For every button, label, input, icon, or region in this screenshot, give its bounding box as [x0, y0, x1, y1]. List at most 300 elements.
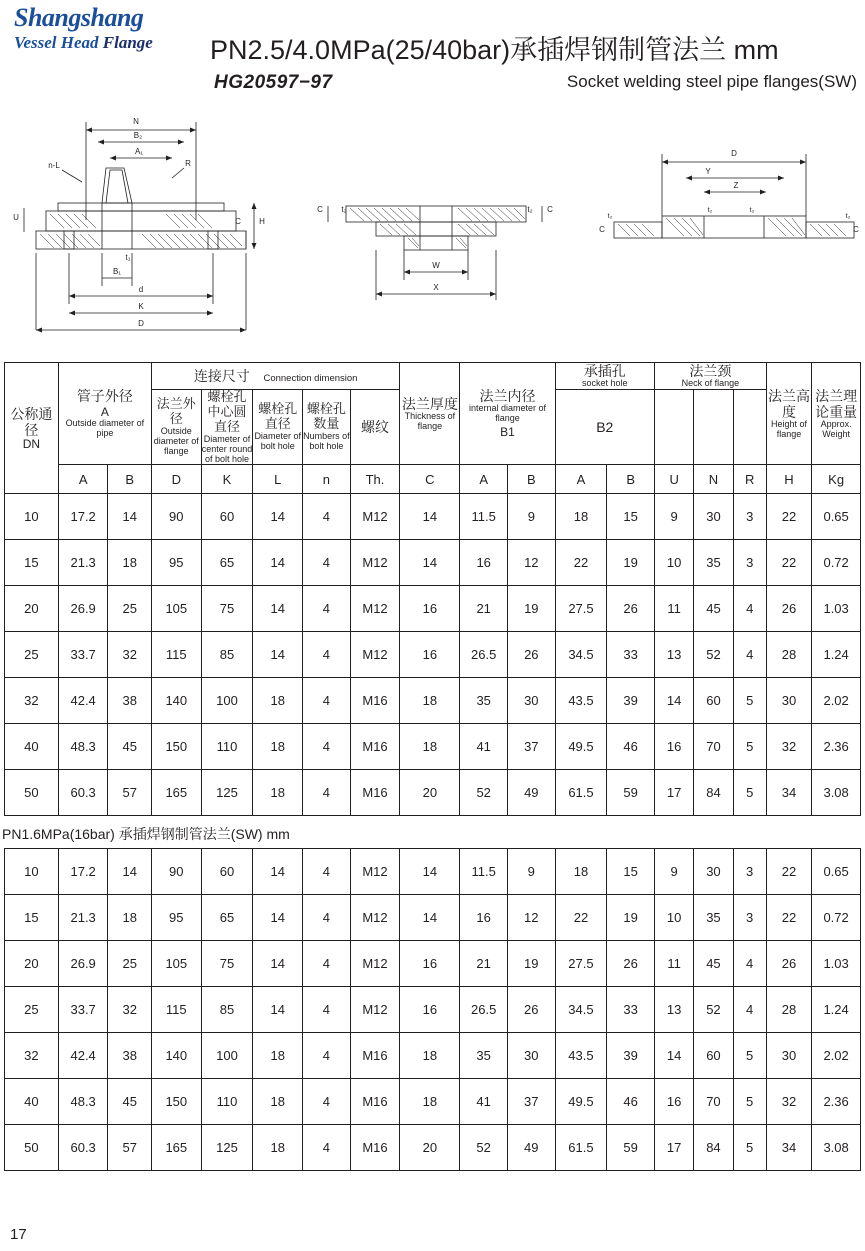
cell-kg: 0.65 — [812, 494, 861, 540]
cell-r: 4 — [733, 941, 766, 987]
cell-th: M16 — [350, 678, 400, 724]
cell-b2a: 61.5 — [555, 770, 607, 816]
cell-k: 100 — [201, 678, 253, 724]
cell-k: 65 — [201, 895, 253, 941]
cell-a: 26.9 — [58, 586, 108, 632]
cell-n: 4 — [303, 941, 351, 987]
section-title-pn16: PN1.6MPa(16bar) 承插焊钢制管法兰(SW) mm — [2, 826, 290, 843]
header-connection-en: Connection dimension — [263, 372, 358, 384]
flange-dimension-table-pn16 — [4, 848, 861, 1171]
cell-kg: 3.08 — [812, 770, 861, 816]
cell-d: 165 — [151, 770, 201, 816]
svg-text:t₂: t₂ — [341, 205, 347, 214]
cell-b1b: 37 — [507, 1079, 555, 1125]
cell-k: 60 — [201, 494, 253, 540]
cell-b1a: 41 — [460, 724, 508, 770]
cell-b: 32 — [108, 987, 151, 1033]
cell-n: 4 — [303, 724, 351, 770]
cell-r: 4 — [733, 586, 766, 632]
cell-b1b: 49 — [507, 1125, 555, 1171]
header-dn — [5, 363, 59, 494]
svg-text:B₂: B₂ — [133, 131, 143, 140]
cell-b: 32 — [108, 632, 151, 678]
header-bolt-circle-en: Diameter of center round of bolt hole — [201, 433, 253, 464]
cell-kg: 2.02 — [812, 678, 861, 724]
cell-kg: 0.72 — [812, 895, 861, 941]
cell-r: 5 — [733, 1079, 766, 1125]
cell-b2a: 22 — [555, 895, 607, 941]
cell-b: 14 — [108, 849, 151, 895]
sym-B1-B: B — [508, 465, 556, 494]
cell-b1b: 26 — [508, 632, 556, 678]
cell-u: 16 — [654, 724, 693, 770]
cell-l: 14 — [253, 987, 303, 1033]
cell-b2b: 19 — [607, 895, 655, 941]
cell-b2a: 22 — [555, 540, 607, 586]
svg-text:t₂: t₂ — [707, 207, 713, 214]
cell-dn: 25 — [5, 632, 59, 678]
cell-d: 95 — [151, 540, 201, 586]
table-row — [5, 770, 861, 816]
sym-n: n — [303, 465, 351, 494]
svg-text:t₂: t₂ — [607, 213, 613, 220]
svg-text:R: R — [185, 159, 191, 168]
cell-l: 14 — [253, 632, 303, 678]
sym-D: D — [151, 465, 201, 494]
cell-nn: 60 — [694, 678, 733, 724]
cell-b2a: 18 — [555, 849, 607, 895]
cell-b1b: 9 — [507, 849, 555, 895]
page-number: 17 — [10, 1226, 27, 1243]
cell-a: 33.7 — [58, 987, 108, 1033]
header-bolt-number-cn: 螺栓孔数量 — [306, 401, 346, 432]
svg-text:t₂: t₂ — [527, 205, 533, 214]
header-od-flange-en: Outside diameter of flange — [153, 426, 199, 457]
cell-c: 18 — [400, 1033, 460, 1079]
cell-b1b: 12 — [507, 895, 555, 941]
table-row — [5, 724, 861, 770]
svg-text:t₂: t₂ — [845, 213, 851, 220]
header-pipe-od-cn: 管子外径 — [76, 388, 133, 405]
sym-B2-A: A — [555, 465, 607, 494]
cell-b2b: 15 — [607, 494, 655, 540]
cell-dn: 15 — [5, 540, 59, 586]
cell-b1a: 52 — [460, 770, 508, 816]
header-dn-cn: 公称通径 — [10, 405, 53, 438]
cell-k: 85 — [201, 632, 253, 678]
cell-b: 14 — [108, 494, 151, 540]
cell-kg: 0.72 — [812, 540, 861, 586]
cell-n: 4 — [303, 632, 351, 678]
cell-k: 110 — [201, 724, 253, 770]
cell-d: 150 — [151, 724, 201, 770]
cell-dn: 20 — [5, 941, 59, 987]
cell-nn: 35 — [694, 540, 733, 586]
cell-k: 100 — [201, 1033, 253, 1079]
cell-b1b: 19 — [507, 941, 555, 987]
cell-l: 14 — [253, 941, 303, 987]
sym-Th: Th. — [350, 465, 400, 494]
header-height-en: Height of flange — [770, 418, 808, 439]
header-connection — [151, 363, 399, 390]
header-height-cn: 法兰高度 — [768, 387, 810, 420]
cell-b1a: 35 — [460, 678, 508, 724]
sym-U: U — [654, 465, 693, 494]
spec-table-pn16 — [4, 848, 861, 1171]
sym-B: B — [108, 465, 151, 494]
cell-nn: 45 — [694, 941, 733, 987]
header-neck-u — [654, 389, 693, 464]
header-socket-sym-text: B2 — [596, 419, 614, 436]
sym-L: L — [253, 465, 303, 494]
cell-c: 16 — [400, 987, 460, 1033]
cell-k: 65 — [201, 540, 253, 586]
svg-text:B₁: B₁ — [112, 267, 122, 276]
header-thread-cn: 螺纹 — [361, 419, 389, 436]
cell-c: 16 — [400, 586, 460, 632]
cell-nn: 84 — [694, 1125, 733, 1171]
cell-n: 4 — [303, 540, 351, 586]
cell-d: 105 — [151, 586, 201, 632]
cell-b2b: 46 — [607, 1079, 655, 1125]
cell-dn: 50 — [5, 770, 59, 816]
cell-nn: 84 — [694, 770, 733, 816]
cell-b1b: 37 — [508, 724, 556, 770]
svg-text:H: H — [259, 217, 265, 226]
cell-b2b: 26 — [607, 586, 655, 632]
sym-Kg: Kg — [812, 465, 861, 494]
header-bolt-circle — [201, 389, 253, 464]
cell-c: 20 — [400, 1125, 460, 1171]
cell-b2a: 18 — [555, 494, 607, 540]
cell-dn: 40 — [5, 724, 59, 770]
table-row — [5, 678, 861, 724]
cell-b1a: 26.5 — [460, 632, 508, 678]
cell-h: 26 — [766, 586, 812, 632]
cell-d: 150 — [151, 1079, 201, 1125]
cell-th: M12 — [350, 586, 400, 632]
cell-c: 20 — [400, 770, 460, 816]
cell-b1a: 16 — [460, 540, 508, 586]
cell-dn: 10 — [5, 849, 59, 895]
cell-u: 16 — [654, 1079, 693, 1125]
header-internal-sym: B1 — [500, 425, 515, 440]
svg-text:X: X — [433, 283, 439, 292]
cell-th: M12 — [350, 941, 400, 987]
header-weight-cn: 法兰理论重量 — [815, 387, 858, 420]
cell-b1b: 9 — [508, 494, 556, 540]
cell-c: 14 — [400, 895, 460, 941]
cell-h: 28 — [766, 987, 812, 1033]
cell-l: 18 — [253, 678, 303, 724]
cell-dn: 20 — [5, 586, 59, 632]
cell-th: M16 — [350, 1033, 400, 1079]
header-height — [766, 363, 812, 465]
cell-b1a: 16 — [460, 895, 508, 941]
cell-kg: 2.02 — [812, 1033, 861, 1079]
cell-h: 32 — [766, 724, 812, 770]
cell-r: 3 — [733, 540, 766, 586]
cell-b: 38 — [108, 678, 151, 724]
header-pipe-od-en: Outside diameter of pipe — [65, 418, 145, 439]
header-neck-cn: 法兰颈 — [689, 363, 732, 379]
header-bolt-hole-cn: 螺栓孔直径 — [258, 401, 298, 432]
page-title-en: Socket welding steel pipe flanges(SW) — [566, 72, 857, 91]
cell-dn: 50 — [5, 1125, 59, 1171]
cell-u: 9 — [654, 494, 693, 540]
table-header-band-1 — [5, 363, 861, 390]
cell-c: 16 — [400, 632, 460, 678]
cell-n: 4 — [303, 1033, 351, 1079]
cell-th: M16 — [350, 724, 400, 770]
cell-u: 17 — [654, 770, 693, 816]
cell-l: 18 — [253, 1033, 303, 1079]
header-socket-sym — [555, 389, 654, 464]
cell-dn: 10 — [5, 494, 59, 540]
cell-k: 125 — [201, 1125, 253, 1171]
drawing-socket-weld-flange-detail — [594, 108, 864, 358]
header-internal-dia — [460, 363, 555, 465]
cell-a: 42.4 — [58, 678, 108, 724]
cell-k: 85 — [201, 987, 253, 1033]
logo-tagline — [14, 33, 204, 53]
svg-text:C: C — [853, 225, 859, 234]
cell-dn: 40 — [5, 1079, 59, 1125]
svg-text:Y: Y — [705, 167, 711, 176]
cell-a: 21.3 — [58, 895, 108, 941]
cell-th: M12 — [350, 895, 400, 941]
cell-b1a: 52 — [460, 1125, 508, 1171]
cell-b1b: 26 — [507, 987, 555, 1033]
standard-code: HG20597−97 — [214, 72, 333, 93]
cell-r: 5 — [733, 678, 766, 724]
cell-h: 22 — [766, 895, 812, 941]
header-neck — [654, 363, 766, 390]
svg-text:t₁: t₁ — [125, 253, 131, 262]
cell-b2b: 33 — [607, 987, 655, 1033]
cell-nn: 30 — [694, 849, 733, 895]
table-row — [5, 1033, 861, 1079]
cell-h: 26 — [766, 941, 812, 987]
cell-h: 22 — [766, 494, 812, 540]
cell-k: 75 — [201, 941, 253, 987]
cell-b2a: 27.5 — [555, 941, 607, 987]
cell-l: 18 — [253, 1079, 303, 1125]
svg-text:N: N — [133, 117, 139, 126]
cell-b2b: 15 — [607, 849, 655, 895]
cell-d: 115 — [151, 987, 201, 1033]
cell-l: 18 — [253, 1125, 303, 1171]
cell-h: 30 — [766, 1033, 812, 1079]
cell-b2b: 59 — [607, 770, 655, 816]
cell-nn: 52 — [694, 987, 733, 1033]
svg-text:K: K — [138, 302, 144, 311]
cell-nn: 52 — [694, 632, 733, 678]
svg-text:D: D — [138, 319, 144, 328]
header-thickness-cn: 法兰厚度 — [401, 395, 458, 412]
cell-kg: 1.03 — [812, 941, 861, 987]
cell-b1b: 19 — [508, 586, 556, 632]
cell-n: 4 — [303, 770, 351, 816]
cell-b2a: 61.5 — [555, 1125, 607, 1171]
cell-kg: 2.36 — [812, 1079, 861, 1125]
svg-text:W: W — [432, 261, 440, 270]
table-row — [5, 494, 861, 540]
svg-text:C: C — [235, 217, 241, 226]
svg-text:D: D — [731, 149, 737, 158]
header-bolt-number-en: Numbers of bolt hole — [303, 431, 350, 452]
cell-b2a: 34.5 — [555, 987, 607, 1033]
cell-a: 48.3 — [58, 724, 108, 770]
cell-c: 14 — [400, 849, 460, 895]
cell-k: 125 — [201, 770, 253, 816]
cell-l: 18 — [253, 770, 303, 816]
cell-kg: 0.65 — [812, 849, 861, 895]
svg-text:C: C — [599, 225, 605, 234]
header-bolt-circle-cn: 螺栓孔中心圆直径 — [207, 388, 247, 434]
cell-a: 42.4 — [58, 1033, 108, 1079]
cell-b1a: 11.5 — [460, 849, 508, 895]
cell-n: 4 — [303, 987, 351, 1033]
sym-K: K — [201, 465, 253, 494]
drawing-socket-weld-flange-section — [286, 108, 586, 358]
cell-b1a: 21 — [460, 941, 508, 987]
cell-b2b: 26 — [607, 941, 655, 987]
cell-n: 4 — [303, 678, 351, 724]
sym-A: A — [58, 465, 108, 494]
cell-b1a: 26.5 — [460, 987, 508, 1033]
cell-a: 60.3 — [58, 770, 108, 816]
svg-text:U: U — [13, 213, 19, 222]
cell-u: 13 — [654, 632, 693, 678]
cell-kg: 1.24 — [812, 987, 861, 1033]
cell-dn: 25 — [5, 987, 59, 1033]
header-neck-r — [733, 389, 766, 464]
cell-b: 18 — [108, 895, 151, 941]
cell-u: 17 — [654, 1125, 693, 1171]
cell-kg: 1.03 — [812, 586, 861, 632]
table-row — [5, 849, 861, 895]
cell-b1a: 35 — [460, 1033, 508, 1079]
header-bolt-hole-en: Diameter of bolt hole — [254, 431, 301, 452]
svg-text:Z: Z — [733, 181, 739, 190]
header-dn-sym: DN — [22, 436, 41, 451]
cell-u: 10 — [654, 895, 693, 941]
cell-r: 4 — [733, 632, 766, 678]
header-bolt-number — [303, 389, 351, 464]
cell-c: 14 — [400, 540, 460, 586]
cell-b: 45 — [108, 1079, 151, 1125]
table-row — [5, 987, 861, 1033]
cell-n: 4 — [303, 1079, 351, 1125]
cell-a: 26.9 — [58, 941, 108, 987]
header-neck-en: Neck of flange — [681, 378, 740, 389]
spec-table-pn25-40 — [4, 362, 861, 816]
flange-dimension-table — [4, 362, 861, 816]
cell-b: 18 — [108, 540, 151, 586]
company-logo — [14, 4, 204, 54]
cell-b: 25 — [108, 586, 151, 632]
cell-n: 4 — [303, 895, 351, 941]
sym-R: R — [733, 465, 766, 494]
cell-dn: 32 — [5, 1033, 59, 1079]
cell-b2b: 19 — [607, 540, 655, 586]
cell-c: 18 — [400, 678, 460, 724]
cell-h: 32 — [766, 1079, 812, 1125]
table-row — [5, 586, 861, 632]
cell-c: 18 — [400, 724, 460, 770]
cell-a: 60.3 — [58, 1125, 108, 1171]
cell-kg: 2.36 — [812, 724, 861, 770]
cell-b2b: 59 — [607, 1125, 655, 1171]
cell-b2b: 39 — [607, 1033, 655, 1079]
cell-b2b: 39 — [607, 678, 655, 724]
header-socket-en: socket hole — [582, 378, 628, 389]
header-weight — [812, 363, 861, 465]
table-row — [5, 941, 861, 987]
cell-b: 57 — [108, 770, 151, 816]
cell-a: 33.7 — [58, 632, 108, 678]
cell-th: M12 — [350, 987, 400, 1033]
cell-b: 57 — [108, 1125, 151, 1171]
cell-c: 18 — [400, 1079, 460, 1125]
cell-th: M16 — [350, 1079, 400, 1125]
cell-d: 140 — [151, 678, 201, 724]
header-od-flange-cn: 法兰外径 — [156, 396, 196, 427]
cell-u: 14 — [654, 678, 693, 724]
cell-b: 45 — [108, 724, 151, 770]
cell-th: M12 — [350, 494, 400, 540]
svg-text:C: C — [547, 205, 553, 214]
cell-nn: 70 — [694, 1079, 733, 1125]
cell-nn: 30 — [694, 494, 733, 540]
table-row — [5, 895, 861, 941]
table-row — [5, 632, 861, 678]
cell-l: 14 — [253, 849, 303, 895]
cell-h: 22 — [766, 540, 812, 586]
cell-a: 17.2 — [58, 849, 108, 895]
cell-b: 38 — [108, 1033, 151, 1079]
table-row — [5, 540, 861, 586]
cell-b: 25 — [108, 941, 151, 987]
cell-b1a: 41 — [460, 1079, 508, 1125]
header-bolt-hole — [253, 389, 303, 464]
page-header — [0, 0, 865, 108]
header-od-flange — [151, 389, 201, 464]
cell-h: 30 — [766, 678, 812, 724]
cell-l: 14 — [253, 895, 303, 941]
cell-b2a: 27.5 — [555, 586, 607, 632]
cell-nn: 70 — [694, 724, 733, 770]
table-symbol-row — [5, 465, 861, 494]
cell-r: 4 — [733, 987, 766, 1033]
cell-a: 48.3 — [58, 1079, 108, 1125]
cell-l: 14 — [253, 586, 303, 632]
header-pipe-od-sym: A — [100, 405, 109, 420]
cell-b2b: 33 — [607, 632, 655, 678]
cell-b2a: 43.5 — [555, 1033, 607, 1079]
svg-text:C: C — [317, 205, 323, 214]
cell-b2a: 43.5 — [555, 678, 607, 724]
cell-dn: 32 — [5, 678, 59, 724]
cell-th: M12 — [350, 540, 400, 586]
cell-n: 4 — [303, 586, 351, 632]
cell-b1b: 12 — [508, 540, 556, 586]
page-title-cn: PN2.5/4.0MPa(25/40bar)承插焊钢制管法兰 mm — [210, 35, 779, 65]
cell-r: 3 — [733, 895, 766, 941]
sym-B1-A: A — [460, 465, 508, 494]
logo-tagline-flange: Flange — [102, 33, 153, 53]
